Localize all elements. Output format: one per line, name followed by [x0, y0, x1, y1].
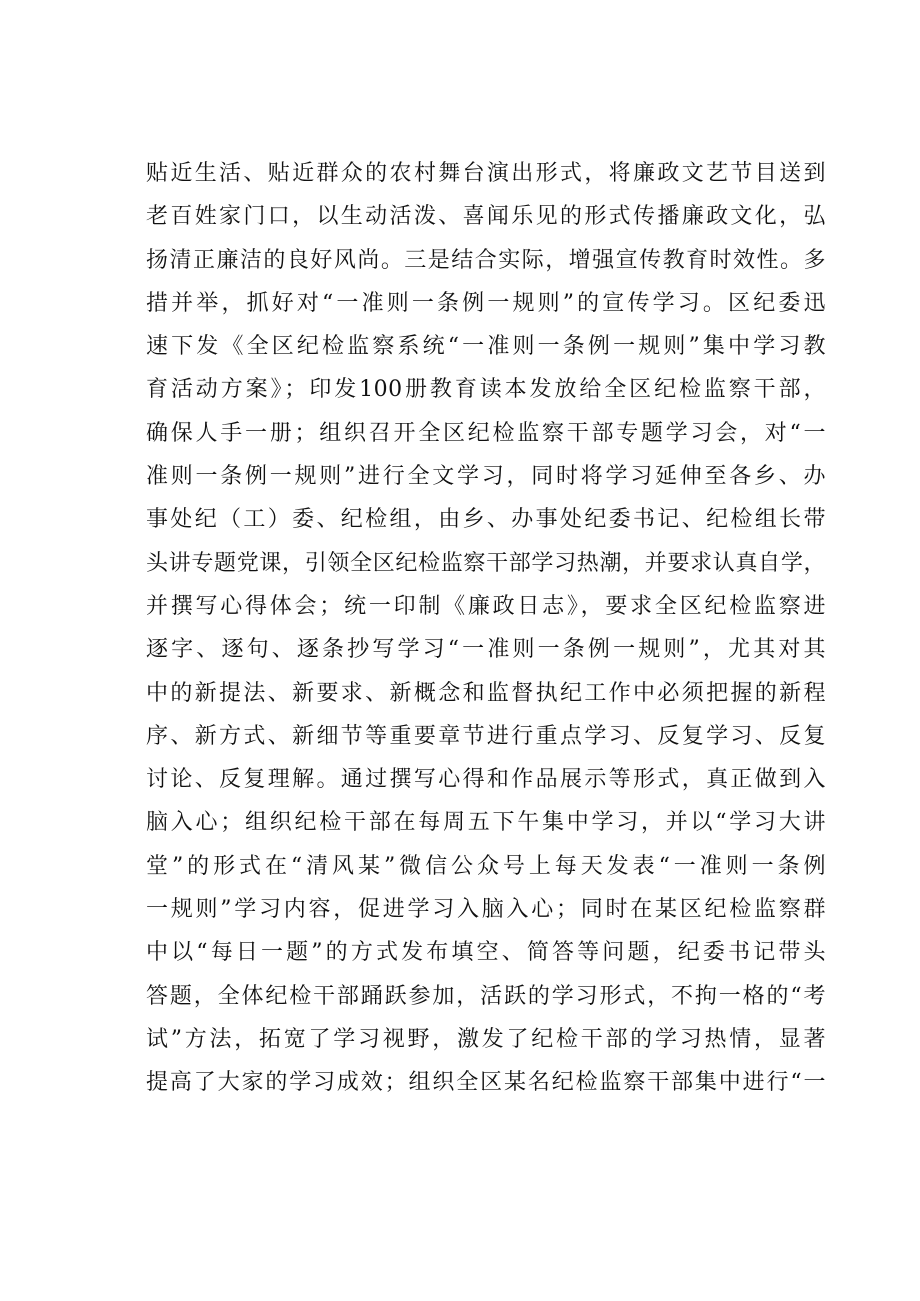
body-paragraph	[146, 152, 826, 1105]
text-line-6: 育活动方案》；印发100册教育读本发放给全区纪检监察干部，	[146, 377, 826, 403]
text-line-3: 扬清正廉洁的良好风尚。三是结合实际，增强宣传教育时效性。多	[146, 247, 826, 273]
text-line-13: 中的新提法、新要求、新概念和监督执纪工作中必须把握的新程	[146, 680, 826, 706]
text-line-15: 讨论、反复理解。通过撰写心得和作品展示等形式，真正做到入	[146, 767, 826, 793]
text-line-1: 贴近生活、贴近群众的农村舞台演出形式，将廉政文艺节目送到	[146, 161, 826, 186]
text-line-10: 头讲专题党课，引领全区纪检监察干部学习热潮，并要求认真自学，	[146, 550, 826, 576]
text-line-8: 准则一条例一规则”进行全文学习，同时将学习延伸至各乡、办	[146, 464, 826, 490]
text-line-18: 一规则”学习内容，促进学习入脑入心；同时在某区纪检监察群	[146, 897, 826, 923]
text-line-20: 答题，全体纪检干部踊跃参加，活跃的学习形式，不拘一格的“考	[146, 983, 826, 1009]
text-line-22: 提高了大家的学习成效；组织全区某名纪检监察干部集中进行“一	[146, 1070, 826, 1096]
text-line-14: 序、新方式、新细节等重要章节进行重点学习、反复学习、反复	[146, 723, 826, 749]
text-line-5: 速下发《全区纪检监察系统“一准则一条例一规则”集中学习教	[146, 334, 826, 360]
text-line-7: 确保人手一册；组织召开全区纪检监察干部专题学习会，对“一	[146, 420, 826, 446]
text-line-12: 逐字、逐句、逐条抄写学习“一准则一条例一规则”，尤其对其	[146, 637, 826, 663]
text-line-4: 措并举，抓好对“一准则一条例一规则”的宣传学习。区纪委迅	[146, 290, 826, 316]
text-line-11: 并撰写心得体会；统一印制《廉政日志》，要求全区纪检监察进	[146, 593, 826, 619]
text-line-9: 事处纪（工）委、纪检组，由乡、办事处纪委书记、纪检组长带	[146, 507, 826, 533]
text-line-16: 脑入心；组织纪检干部在每周五下午集中学习，并以“学习大讲	[146, 810, 826, 836]
text-line-19: 中以“每日一题”的方式发布填空、简答等问题，纪委书记带头	[146, 940, 826, 966]
text-line-21: 试”方法，拓宽了学习视野，激发了纪检干部的学习热情，显著	[146, 1026, 826, 1052]
text-line-2: 老百姓家门口，以生动活泼、喜闻乐见的形式传播廉政文化，弘	[146, 204, 826, 230]
text-line-17: 堂”的形式在“清风某”微信公众号上每天发表“一准则一条例	[146, 853, 826, 879]
